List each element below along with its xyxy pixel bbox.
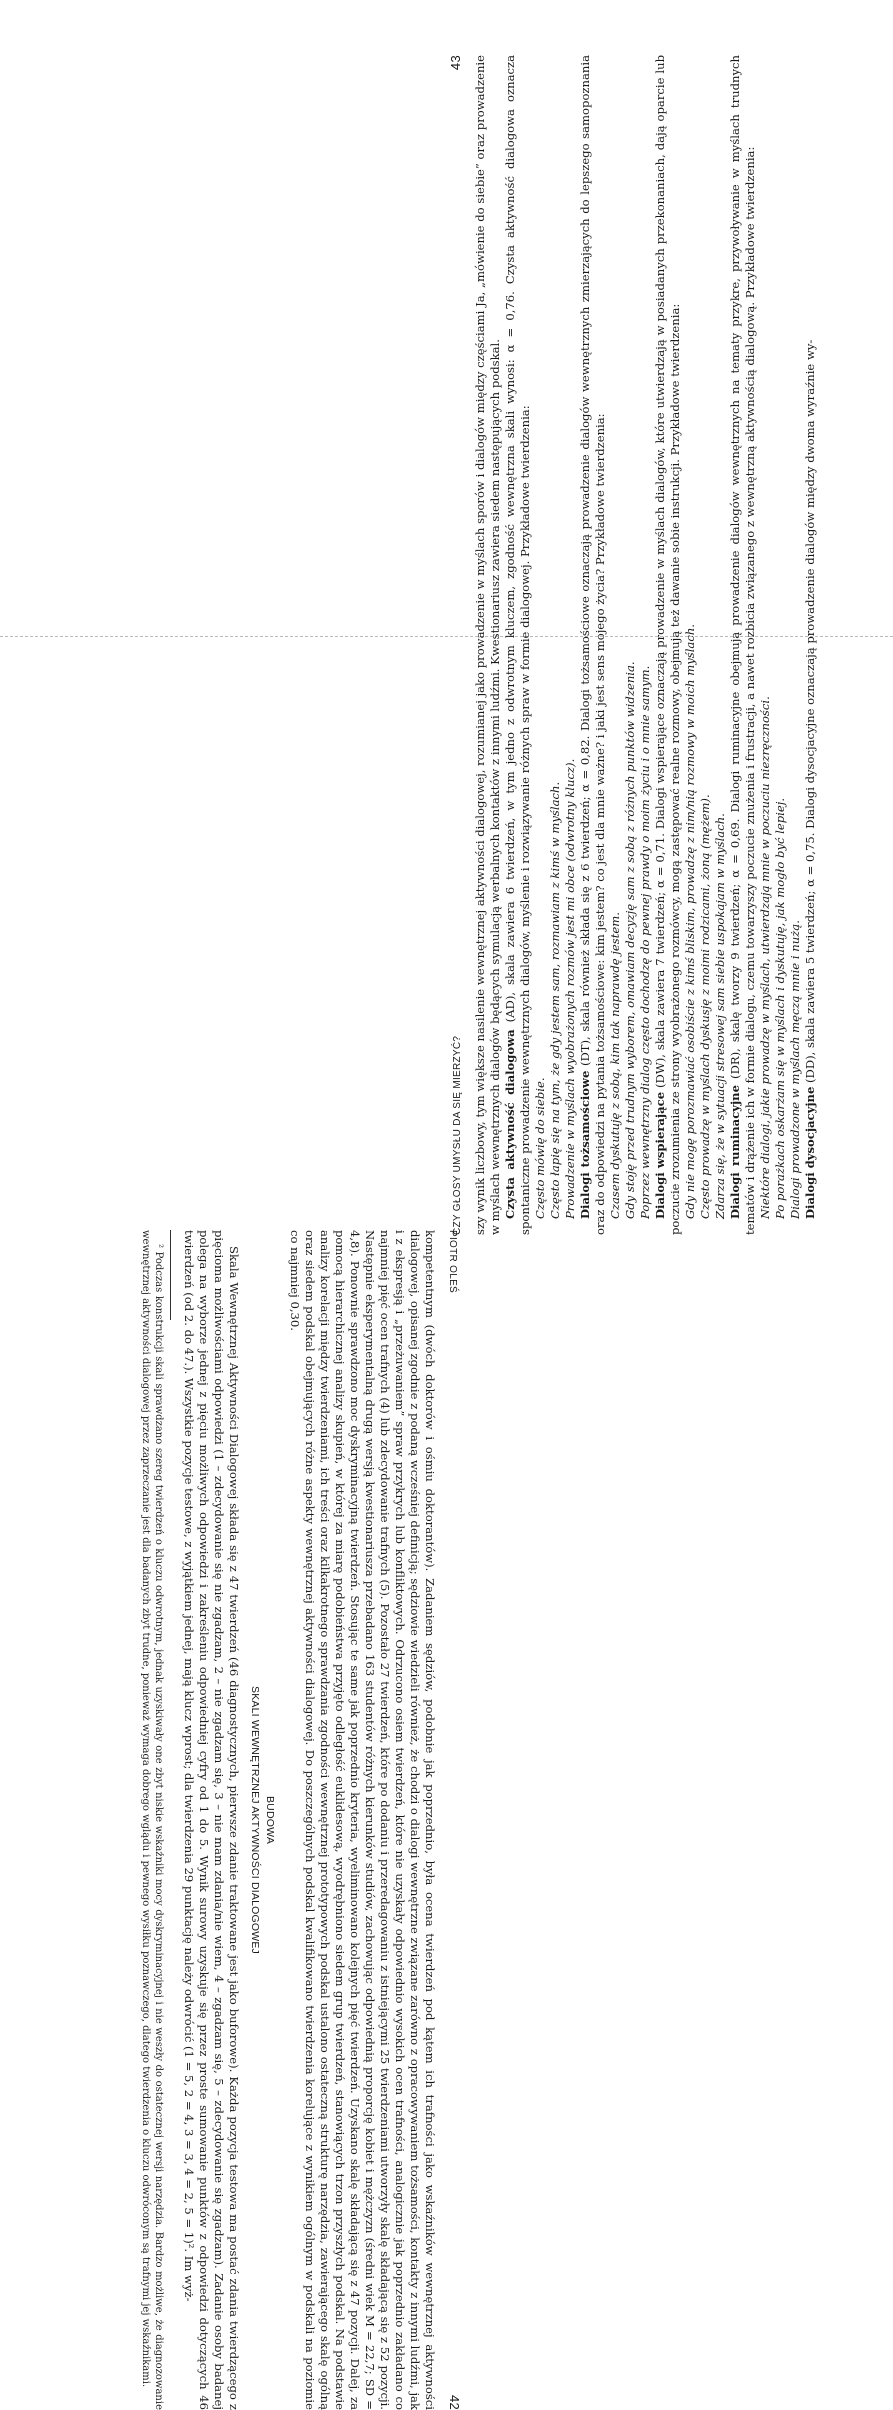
section-title-line-1: BUDOWA — [264, 1795, 276, 1845]
subscale-name: Dialogi ruminacyjne — [728, 1085, 742, 1219]
paragraph-text: szy wynik liczbowy, tym większe nasilenie wewnętrznej aktywności dialogowej, rozumianej jako prowadzenie w myślach sporów i dialogów między częściami Ja, „mówienie do siebie” oraz prowadzenie w myślach wewnętrznych dialogów będących symulacją werbalnych kontaktów z innymi ludźmi. Kwestionariusz zawiera siedem następujących podskal. — [473, 55, 502, 1235]
right-paragraph — [503, 55, 533, 1235]
example-statement: Czasem dyskutuję z sobą, kim tak naprawdę jestem. — [608, 912, 622, 1219]
left-paragraph-2: Skala Wewnętrznej Aktywności Dialogowej składa się z 47 twierdzeń (46 diagnostycznych, pierwsze zdanie traktowane jest jako buforowe). Każda pozycja testowa ma postać zdania twierdzącego z pięcioma możliwościami odpowiedzi (1 – zdecydowanie się nie zgadzam, 2 – nie zgadzam się, 3 – nie mam zdania/nie wiem, 4 – zgadzam się, 5 – zdecydowanie się zgadzam). Zadanie osoby badanej polega na wyborze jednej z pięciu możliwych odpowiedzi i zakreśleniu odpowiedniej cyfry od 1 do 5. Wynik surowy uzyskuje się przez proste sumowanie punktów z odpowiedzi dotyczących 46 twierdzeń (od 2. do 47.). Wszystkie pozycje testowe, z wyjątkiem jednej, mają klucz wprost; dla twierdzenia 29 punktację należy odwrócić (1 = 5, 2 = 4, 3 = 3, 4 = 2, 5 = 1)². Im wyż- — [182, 1230, 241, 2410]
right-paragraph — [803, 55, 818, 1235]
subscale-name: Dialogi wspierające — [653, 1091, 667, 1219]
left-page — [22, 1230, 462, 2410]
right-paragraph — [473, 55, 503, 1235]
example-statement: Prowadzenie w myślach wyobrażonych rozmów jest mi obce (odwrotny klucz). — [563, 758, 577, 1219]
example-statement: Poprzez wewnętrzny dialog często dochodzę do pewnej prawdy o moim życiu i o mnie samym. — [638, 665, 652, 1219]
subscale-name: Dialogi dysocjacyjne — [803, 1086, 817, 1219]
left-paragraph-1: kompetentnym (dwóch doktorów i ośmiu doktorantów). Zadaniem sędziów, podobnie jak poprzednio, była ocena twierdzeń pod kątem ich trafności jako wskaźników wewnętrznej aktywności dialogowej, opisanej zgodnie z podaną wcześniej definicją; sędziowie wiedzieli również, że chodzi o dialogi wewnętrzne związane zarówno z opracowywaniem tożsamości, kontakty z innymi ludźmi, jak i z ekspresją i „przeżuwaniem” spraw przykrych lub konfliktowych. Odrzucono osiem twierdzeń, które nie uzyskały odpowiednio wysokich ocen trafności, analogicznie jak poprzednio zakładano co najmniej pięć ocen trafnych (4) lub zdecydowanie trafnych (5). Pozostało 27 twierdzeń, które po dodaniu i przeredagowaniu z istniejącymi 25 twierdzeniami utworzyły skalę składającą się z 52 pozycji. Następnie eksperymentalną drugą wersją kwestionariusza przebadano 163 studentów różnych kierunków studiów, zachowując odpowiednią proporcję kobiet i mężczyzn (średni wiek M = 22,7; SD = 4,8). Ponownie sprawdzono moc dyskryminacyjną twierdzeń. Stosując te same jak poprzednio kryteria, wyeliminowano kolejnych pięć twierdzeń. Uzyskano skalę składającą się z 47 pozycji. Dalej, za pomocą hierarchicznej analizy skupień, w której za miarę podobieństwa przyjęto odległość euklidesową, wyodrębniono siedem grup twierdzeń, stanowiących trzon przyszłych podskal. Na podstawie analizy korelacji między twierdzeniami, ich treści oraz kilkakrotnego sprawdzania zgodności wewnętrznej prototypowych podskal ustalono ostateczną strukturę narzędzia, zawierającego skalę ogólną oraz siedem podskal obejmujących różne aspekty wewnętrznej aktywności dialogowej. Do poszczególnych podskal kwalifikowano twierdzenia korelujące z wynikiem ogólnym w podskali na poziomie co najmniej 0,30. — [288, 1230, 437, 2410]
left-running-head — [445, 1230, 462, 2410]
example-statement: Gdy nie mogę porozmawiać osobiście z kimś bliskim, prowadzę z nim/nią rozmowy w moich myślach. — [683, 624, 697, 1219]
footnote-divider — [170, 1230, 171, 1320]
footnote: ² Podczas konstrukcji skali sprawdzano szereg twierdzeń o kluczu odwrotnym, jednak uzyskiwały one zbyt niskie wskaźniki mocy dyskryminacyjnej i nie weszły do ostatecznej wersji narzędzia. Bardzo możliwe, że diagnozowanie wewnętrznej aktywności dialogowej przez zaprzeczanie jest dla badanych zbyt trudne, ponieważ wymaga dobrego wglądu i pewnego wysiłku poznawczego, dlatego twierdzenia o kluczu odwróconym są trafnymi jej wskaźnikami. — [140, 1230, 164, 2410]
example-statement: Gdy stoję przed trudnym wyborem, omawiam decyzję sam z sobą z różnych punktów widzenia. — [623, 661, 637, 1219]
example-statement: Często mówię do siebie. — [533, 1077, 547, 1219]
example-statement: Zdarza się, że w sytuacji stresowej sam siebie uspokajam w myślach. — [713, 813, 727, 1219]
example-statement: Niektóre dialogi, jakie prowadzę w myślach, utwierdzają mnie w poczuciu niezręczności. — [758, 696, 772, 1219]
example-statement: Po porażkach oskarżam się w myślach i dyskutuję, jak mogło być lepiej. — [773, 797, 787, 1219]
subscale-name: Czysta aktywność dialogowa — [503, 1029, 517, 1219]
example-statement: Często prowadzę w myślach dyskusję z moimi rodzicami, żoną (mężem). — [698, 794, 712, 1219]
paragraph-text: (DD), skala zawiera 5 twierdzeń; α = 0,75. Dialogi dysocjacyjne oznaczają prowadzenie dialogów między dwoma wyraźnie wy- — [803, 339, 817, 1087]
example-statement: Często łapię się na tym, że gdy jestem sam, rozmawiam z kimś w myślach. — [548, 781, 562, 1219]
paragraph-text: (DW), skala zawiera 7 twierdzeń; α = 0,71. Dialogi wspierające oznaczają prowadzenie w myślach dialogów, które utwierdzają w posiadanych przekonaniach, dają oparcie lub poczucie zrozumienia ze strony wyobrażonego rozmówcy, mogą zastępować realne rozmowy, obejmują też dawanie sobie instrukcji. Przykładowe twierdzenia: — [653, 55, 682, 1235]
right-paragraph — [653, 55, 683, 1235]
paragraph-text: (AD), skala zawiera 6 twierdzeń, w tym jedno z odwrotnym kluczem, zgodność wewnętrzna skali wynosi: α = 0,76. Czysta aktywność dialogowa oznacza spontaniczne prowadzenie wewnętrznych dialogów, myślenie i rozwiązywanie różnych spraw w formie dialogowej. Przykładowe twierdzenia: — [503, 55, 532, 1235]
left-page-number: 42 — [447, 2394, 462, 2410]
right-page-number: 43 — [448, 55, 463, 71]
right-running-title: CZY GŁOSY UMYSŁU DA SIĘ MIERZYĆ? — [452, 1035, 463, 1235]
subscale-name: Dialogi tożsamościowe — [578, 1070, 592, 1219]
right-page — [448, 55, 888, 1235]
paragraph-text: (DT), skala również składa się z 6 twierdzeń; α = 0,82. Dialogi tożsamościowe oznaczają prowadzenie dialogów wewnętrznych zmierzających do lepszego samopoznania oraz do odpowiedzi na pytania tożsamościowe: kim jestem? co jest dla mnie ważne? i jaki jest sens mojego życia? Przykładowe twierdzenia: — [578, 55, 607, 1235]
right-paragraph — [578, 55, 608, 1235]
section-title-line-2: SKALI WEWNĘTRZNEJ AKTYWNOŚCI DIALOGOWEJ — [249, 1686, 261, 1954]
right-paragraph — [728, 55, 758, 1235]
right-page-body — [473, 55, 818, 1235]
left-running-author: PIOTR OLEŚ — [447, 1230, 458, 1294]
example-statement: Dialogi prowadzone w myślach męczą mnie i nużą. — [788, 920, 802, 1219]
paragraph-text: (DR), skalę tworzy 9 twierdzeń; α = 0,69. Dialogi ruminacyjne obejmują prowadzenie dialogów wewnętrznych na tematy przykre, przywoływanie w myślach trudnych tematów i drążenie ich w formie dialogu, czemu towarzyszy poczucie znużenia i frustracji, a nawet rozbicia związanego z wewnętrzną aktywnością dialogową. Przykładowe twierdzenia: — [728, 55, 757, 1235]
right-running-head — [448, 55, 465, 1235]
section-title — [247, 1230, 277, 2410]
